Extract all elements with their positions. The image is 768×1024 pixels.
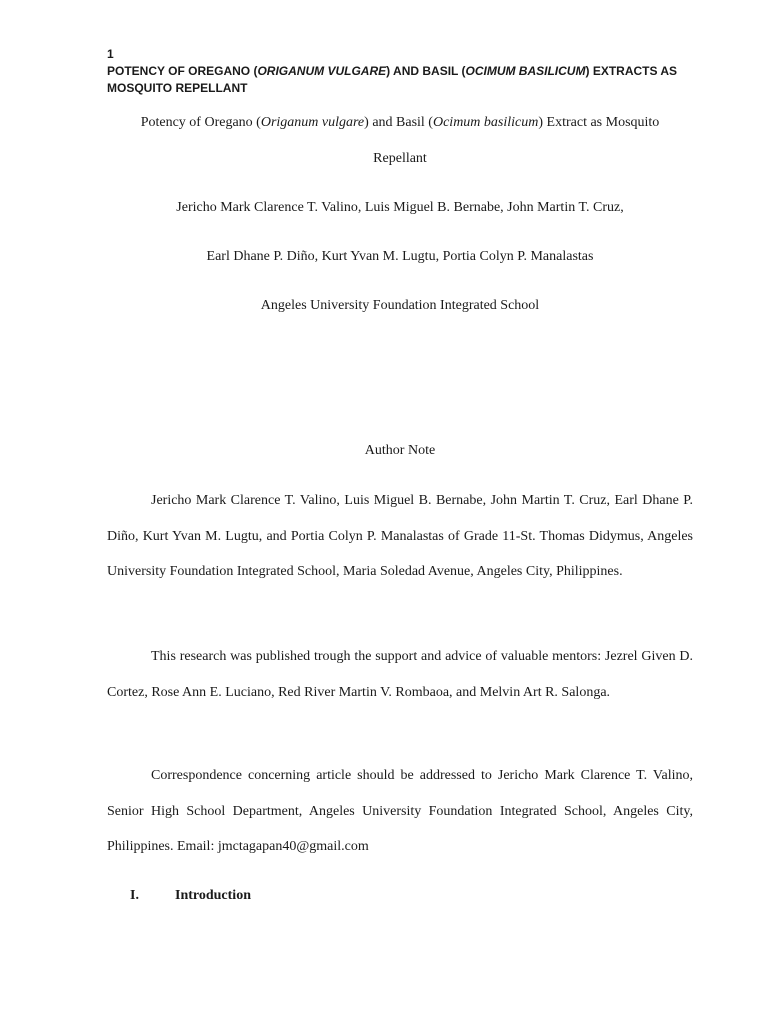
author-note-paragraph-3: Correspondence concerning article should be addressed to Jericho Mark Clarence T. Valino, Senior High School Department, Angeles University Foundation Integrated School, Angeles City, Philippines. Email: jmctagapan40@gmail.com xyxy=(107,768,693,854)
running-head xyxy=(107,46,687,97)
affiliation: Angeles University Foundation Integrated School xyxy=(260,298,540,313)
page-number: 1 xyxy=(107,47,114,61)
authors-line-1: Jericho Mark Clarence T. Valino, Luis Miguel B. Bernabe, John Martin T. Cruz, xyxy=(176,200,624,215)
paper-title-line-2: Repellant xyxy=(373,151,427,166)
author-note-heading: Author Note xyxy=(364,443,436,458)
running-head-text-3: ) EXTRACTS AS MOSQUITO REPELLANT xyxy=(107,64,678,95)
section-number: I. xyxy=(130,888,139,903)
running-head-text-2: ) AND BASIL ( xyxy=(386,64,466,78)
section-title: Introduction xyxy=(175,888,251,903)
author-note-paragraph-2: This research was published trough the support and advice of valuable mentors: Jezrel Given D. Cortez, Rose Ann E. Luciano, Red River Martin V. Rombaoa, and Melvin Art R. Salonga. xyxy=(107,649,693,700)
section-heading xyxy=(130,884,251,908)
paper-title-text-2: ) and Basil ( xyxy=(364,115,433,130)
paper-title-text-3: ) Extract as Mosquito xyxy=(538,115,660,130)
running-head-species-1: ORIGANUM VULGARE xyxy=(257,64,387,78)
author-note-paragraph-1: Jericho Mark Clarence T. Valino, Luis Miguel B. Bernabe, John Martin T. Cruz, Earl Dhane P. Diño, Kurt Yvan M. Lugtu, and Portia Colyn P. Manalastas of Grade 11-St. Thomas Didymus, Angeles University Foundation Integrated School, Maria Soledad Avenue, Angeles City, Philippines. xyxy=(107,493,693,579)
running-head-species-2: OCIMUM BASILICUM xyxy=(465,64,586,78)
running-head-text-1: POTENCY OF OREGANO ( xyxy=(107,64,258,78)
running-head-title xyxy=(107,63,687,97)
paper-title-species-1: Origanum vulgare xyxy=(260,115,365,130)
paper-title-line-1 xyxy=(107,115,693,131)
paper-title-species-2: Ocimum basilicum xyxy=(432,115,539,130)
authors-line-2: Earl Dhane P. Diño, Kurt Yvan M. Lugtu, Portia Colyn P. Manalastas xyxy=(206,249,594,264)
paper-title-text-1: Potency of Oregano ( xyxy=(140,115,261,130)
